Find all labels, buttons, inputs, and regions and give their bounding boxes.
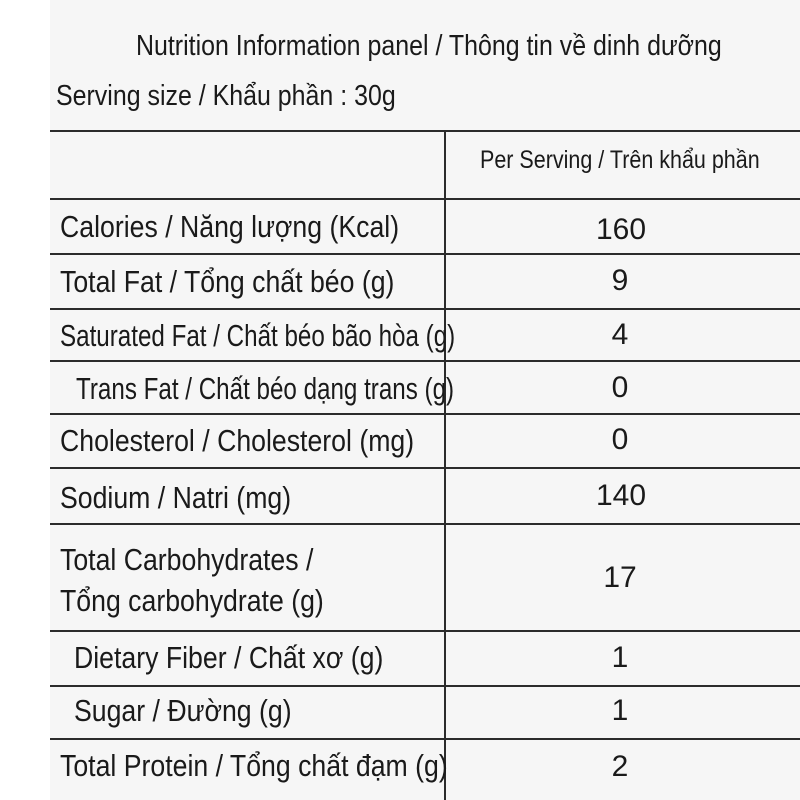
- row-label-total-carbohydrates-line1: Total Carbohydrates /: [60, 542, 314, 577]
- row-value-total-carbohydrates: 17: [603, 561, 637, 594]
- row-divider: [50, 253, 800, 255]
- row-value-sodium: 140: [596, 479, 647, 512]
- row-label-trans-fat: Trans Fat / Chất béo dạng trans (g): [76, 371, 455, 406]
- row-divider: [50, 630, 800, 632]
- row-divider: [50, 738, 800, 740]
- row-divider: [50, 523, 800, 525]
- row-label-sodium: Sodium / Natri (mg): [60, 480, 292, 515]
- row-value-trans-fat: 0: [611, 371, 629, 404]
- column-divider: [444, 130, 446, 800]
- row-divider: [50, 467, 800, 469]
- row-divider: [50, 308, 800, 310]
- row-label-saturated-fat: Saturated Fat / Chất béo bão hòa (g): [60, 318, 456, 353]
- row-value-cholesterol: 0: [611, 423, 629, 456]
- row-label-total-protein: Total Protein / Tổng chất đạm (g): [60, 748, 448, 783]
- row-label-total-fat: Total Fat / Tổng chất béo (g): [60, 264, 395, 299]
- row-divider: [50, 413, 800, 415]
- row-value-sugar: 1: [611, 694, 629, 727]
- row-value-dietary-fiber: 1: [611, 641, 629, 674]
- panel-header: [50, 0, 800, 132]
- row-value-saturated-fat: 4: [611, 318, 629, 351]
- row-divider: [50, 685, 800, 687]
- nutrition-panel: [50, 0, 800, 800]
- row-divider: [50, 360, 800, 362]
- serving-size: Serving size / Khẩu phần : 30g: [56, 80, 396, 112]
- row-value-calories: 160: [596, 213, 647, 246]
- row-label-calories: Calories / Năng lượng (Kcal): [60, 209, 400, 244]
- per-serving-header: Per Serving / Trên khẩu phần: [480, 146, 760, 174]
- row-value-total-protein: 2: [611, 750, 629, 783]
- panel-title: Nutrition Information panel / Thông tin về dinh dưỡng: [136, 30, 722, 62]
- row-label-sugar: Sugar / Đường (g): [74, 693, 292, 728]
- row-label-cholesterol: Cholesterol / Cholesterol (mg): [60, 423, 415, 458]
- row-divider: [50, 198, 800, 200]
- row-label-total-carbohydrates-line2: Tổng carbohydrate (g): [60, 583, 324, 618]
- row-label-dietary-fiber: Dietary Fiber / Chất xơ (g): [74, 640, 384, 675]
- row-value-total-fat: 9: [611, 264, 629, 297]
